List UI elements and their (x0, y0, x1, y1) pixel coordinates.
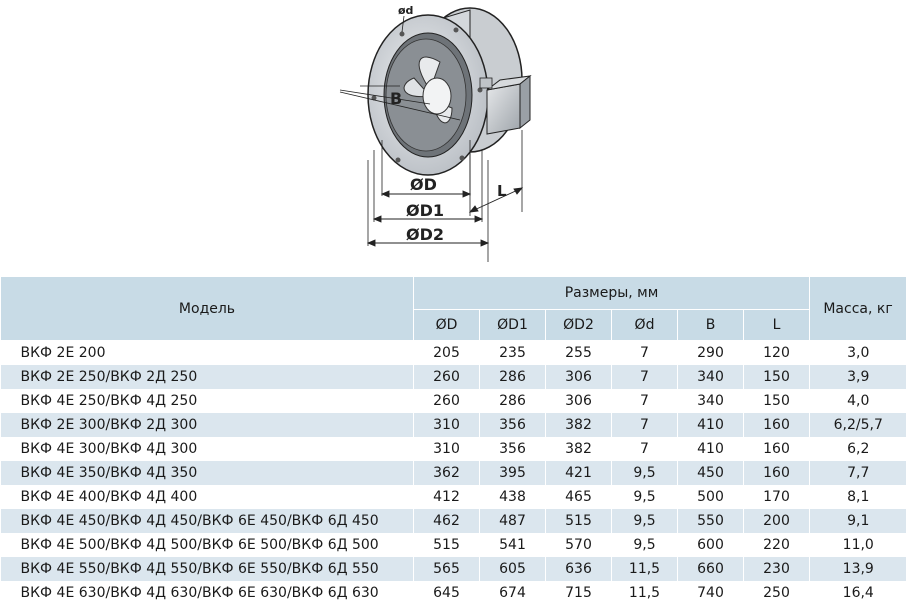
cell-d: 9,5 (612, 533, 678, 557)
cell-D1: 286 (480, 389, 546, 413)
table-row (1, 557, 906, 581)
cell-B: 500 (678, 485, 744, 509)
cell-B: 340 (678, 389, 744, 413)
cell-d: 11,5 (612, 557, 678, 581)
cell-D: 645 (414, 581, 480, 605)
cell-D1: 356 (480, 413, 546, 437)
cell-B: 340 (678, 365, 744, 389)
cell-D1: 541 (480, 533, 546, 557)
cell-L: 150 (744, 389, 810, 413)
cell-D1: 235 (480, 341, 546, 366)
label-d: ød (398, 4, 414, 17)
table-row (1, 485, 906, 509)
cell-L: 220 (744, 533, 810, 557)
cell-mass: 4,0 (810, 389, 906, 413)
specification-table (0, 276, 906, 605)
label-D: ØD (410, 175, 437, 194)
cell-L: 200 (744, 509, 810, 533)
table-row (1, 413, 906, 437)
cell-D: 310 (414, 413, 480, 437)
cell-L: 160 (744, 413, 810, 437)
cell-L: 150 (744, 365, 810, 389)
header-B: B (678, 310, 744, 341)
cell-B: 550 (678, 509, 744, 533)
header-mass: Масса, кг (810, 277, 906, 341)
table-row (1, 509, 906, 533)
cell-B: 410 (678, 413, 744, 437)
cell-d: 9,5 (612, 485, 678, 509)
model-cell: ВКФ 2Е 250/ВКФ 2Д 250 (1, 365, 414, 389)
cell-D2: 382 (546, 437, 612, 461)
cell-B: 410 (678, 437, 744, 461)
cell-mass: 3,9 (810, 365, 906, 389)
cell-D2: 421 (546, 461, 612, 485)
cell-L: 250 (744, 581, 810, 605)
cell-D: 565 (414, 557, 480, 581)
junction-box (480, 76, 530, 134)
cell-mass: 6,2/5,7 (810, 413, 906, 437)
model-cell: ВКФ 4Е 550/ВКФ 4Д 550/ВКФ 6Е 550/ВКФ 6Д 550 (1, 557, 414, 581)
cell-mass: 9,1 (810, 509, 906, 533)
cell-B: 290 (678, 341, 744, 366)
cell-d: 7 (612, 341, 678, 366)
cell-D1: 674 (480, 581, 546, 605)
header-model: Модель (1, 277, 414, 341)
label-D2: ØD2 (406, 225, 445, 244)
table-body (1, 341, 906, 606)
cell-D2: 382 (546, 413, 612, 437)
cell-D2: 306 (546, 389, 612, 413)
model-cell: ВКФ 4Е 300/ВКФ 4Д 300 (1, 437, 414, 461)
header-D2: ØD2 (546, 310, 612, 341)
cell-D1: 286 (480, 365, 546, 389)
table-row (1, 437, 906, 461)
cell-mass: 8,1 (810, 485, 906, 509)
cell-D2: 306 (546, 365, 612, 389)
cell-D2: 515 (546, 509, 612, 533)
cell-D1: 605 (480, 557, 546, 581)
cell-d: 9,5 (612, 509, 678, 533)
cell-mass: 16,4 (810, 581, 906, 605)
header-dimensions: Размеры, мм (414, 277, 810, 310)
cell-d: 11,5 (612, 581, 678, 605)
cell-D: 260 (414, 389, 480, 413)
fan-drawing (0, 0, 906, 270)
header-D: ØD (414, 310, 480, 341)
cell-d: 7 (612, 389, 678, 413)
cell-D1: 438 (480, 485, 546, 509)
table-row (1, 581, 906, 605)
cell-mass: 11,0 (810, 533, 906, 557)
cell-B: 660 (678, 557, 744, 581)
cell-D1: 487 (480, 509, 546, 533)
cell-L: 120 (744, 341, 810, 366)
model-cell: ВКФ 4Е 630/ВКФ 4Д 630/ВКФ 6Е 630/ВКФ 6Д 630 (1, 581, 414, 605)
cell-D2: 636 (546, 557, 612, 581)
cell-B: 740 (678, 581, 744, 605)
cell-D2: 570 (546, 533, 612, 557)
cell-d: 7 (612, 365, 678, 389)
cell-D2: 465 (546, 485, 612, 509)
table-row (1, 365, 906, 389)
cell-D: 515 (414, 533, 480, 557)
table-row (1, 389, 906, 413)
model-cell: ВКФ 2Е 200 (1, 341, 414, 366)
cell-d: 9,5 (612, 461, 678, 485)
header-L: L (744, 310, 810, 341)
cell-L: 160 (744, 461, 810, 485)
cell-D1: 395 (480, 461, 546, 485)
cell-L: 160 (744, 437, 810, 461)
cell-d: 7 (612, 413, 678, 437)
label-D1: ØD1 (406, 201, 445, 220)
table-row (1, 341, 906, 366)
cell-D: 260 (414, 365, 480, 389)
cell-D: 462 (414, 509, 480, 533)
table-row (1, 461, 906, 485)
model-cell: ВКФ 2Е 300/ВКФ 2Д 300 (1, 413, 414, 437)
cell-d: 7 (612, 437, 678, 461)
model-cell: ВКФ 4Е 350/ВКФ 4Д 350 (1, 461, 414, 485)
label-L: L (497, 182, 507, 200)
table-row (1, 533, 906, 557)
model-cell: ВКФ 4Е 450/ВКФ 4Д 450/ВКФ 6Е 450/ВКФ 6Д 450 (1, 509, 414, 533)
cell-D: 362 (414, 461, 480, 485)
cell-mass: 7,7 (810, 461, 906, 485)
cell-B: 450 (678, 461, 744, 485)
header-D1: ØD1 (480, 310, 546, 341)
cell-L: 230 (744, 557, 810, 581)
cell-L: 170 (744, 485, 810, 509)
cell-mass: 3,0 (810, 341, 906, 366)
model-cell: ВКФ 4Е 250/ВКФ 4Д 250 (1, 389, 414, 413)
cell-mass: 6,2 (810, 437, 906, 461)
header-d: Ød (612, 310, 678, 341)
label-b: B (390, 89, 403, 108)
cell-D1: 356 (480, 437, 546, 461)
cell-D: 412 (414, 485, 480, 509)
model-cell: ВКФ 4Е 500/ВКФ 4Д 500/ВКФ 6Е 500/ВКФ 6Д 500 (1, 533, 414, 557)
cell-D: 310 (414, 437, 480, 461)
cell-D: 205 (414, 341, 480, 366)
cell-mass: 13,9 (810, 557, 906, 581)
cell-D2: 255 (546, 341, 612, 366)
model-cell: ВКФ 4Е 400/ВКФ 4Д 400 (1, 485, 414, 509)
cell-B: 600 (678, 533, 744, 557)
cell-D2: 715 (546, 581, 612, 605)
